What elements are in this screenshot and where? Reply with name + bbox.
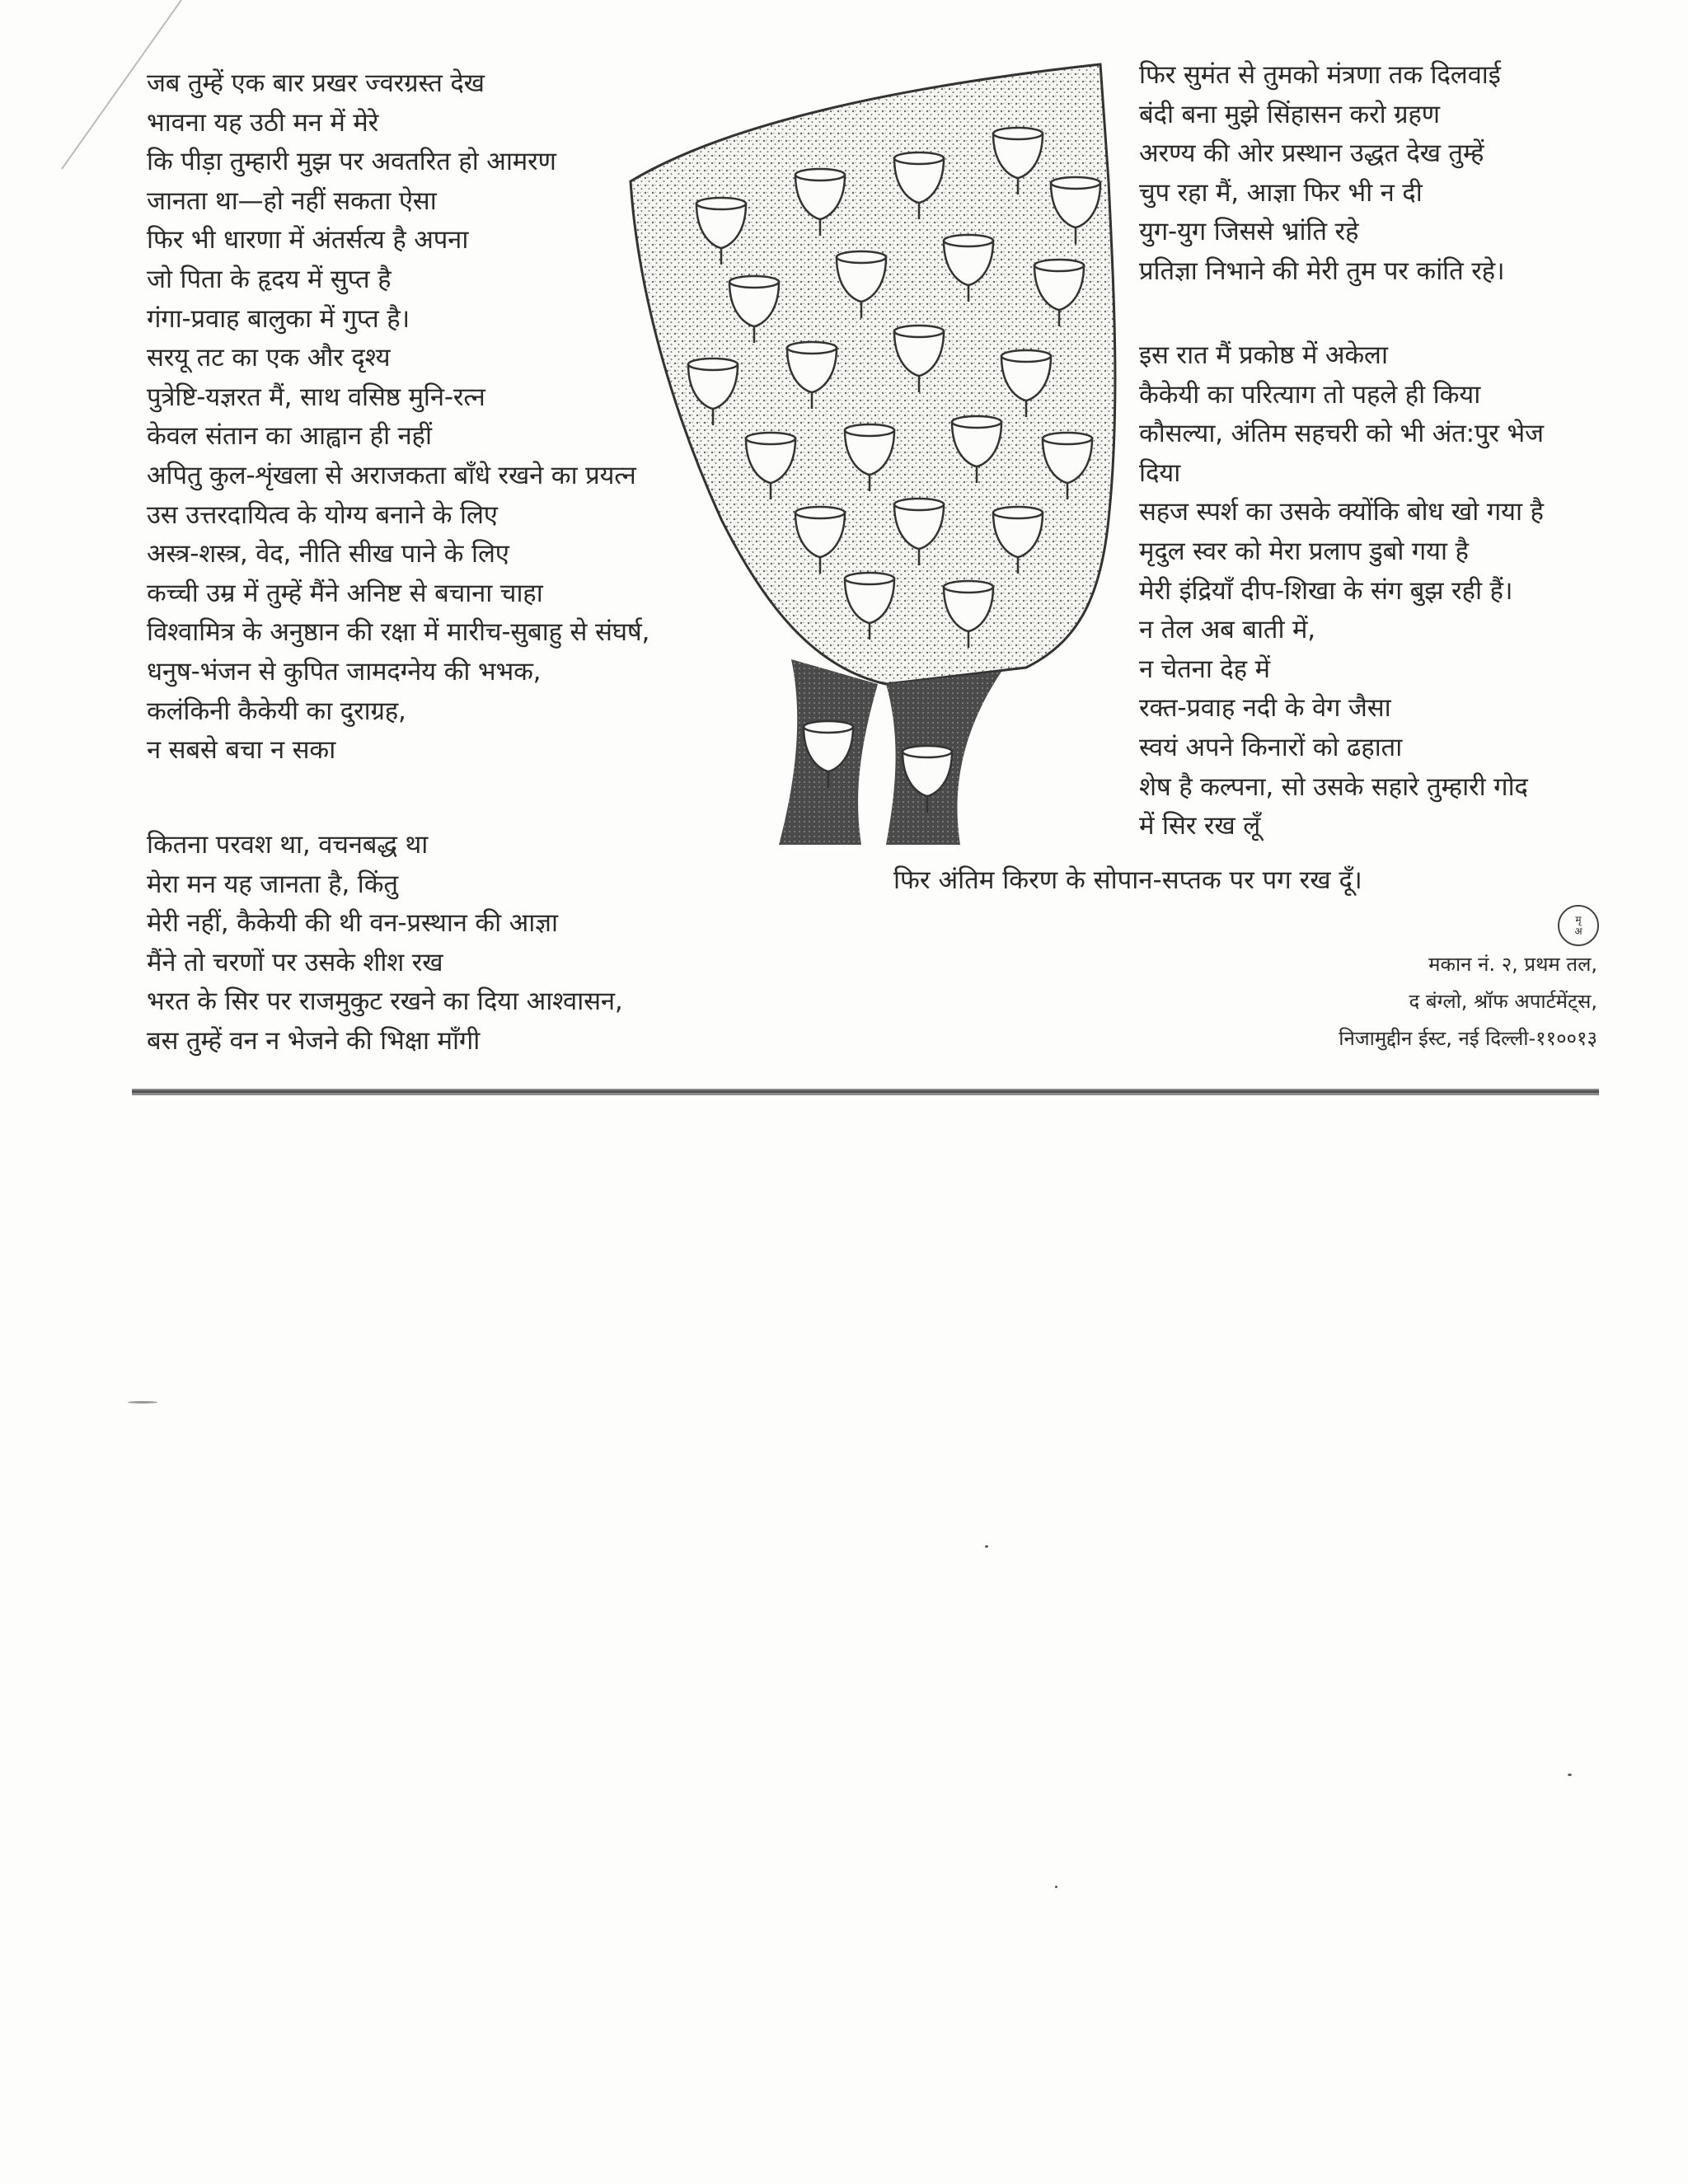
poem-line: उस उत्तरदायित्व के योग्य बनाने के लिए: [147, 499, 498, 530]
address-block: [1339, 946, 1597, 1057]
poem-line: भरत के सिर पर राजमुकुट रखने का दिया आश्वासन,: [147, 987, 623, 1017]
poem-line: चुप रहा मैं, आज्ञा फिर भी न दी: [1139, 177, 1423, 208]
final-line: फिर अंतिम किरण के सोपान-सप्तक पर पग रख दूँ।: [893, 865, 1362, 895]
poem-line: कैकेयी का परित्याग तो पहले ही किया: [1139, 379, 1481, 410]
poem-line: मैंने तो चरणों पर उसके शीश रख: [147, 947, 443, 977]
poem-line: रक्त-प्रवाह नदी के वेग जैसा: [1139, 693, 1391, 724]
poem-line: दिया: [1139, 457, 1181, 488]
poem-line: कि पीड़ा तुम्हारी मुझ पर अवतरित हो आमरण: [147, 147, 556, 177]
poem-line: गंगा-प्रवाह बालुका में गुप्त है।: [147, 303, 410, 334]
poem-line: युग-युग जिससे भ्रांति रहे: [1139, 217, 1359, 247]
goblet-tree-illustration: [614, 58, 1125, 849]
poem-line: केवल संतान का आह्वान ही नहीं: [147, 421, 432, 452]
poem-line: स्वयं अपने किनारों को ढहाता: [1139, 732, 1403, 762]
poem-line: न चेतना देह में: [1139, 654, 1270, 684]
poem-line: कितना परवश था, वचनबद्ध था: [147, 830, 429, 860]
emblem-text: मृ अ: [1574, 914, 1582, 937]
poem-line: विश्वामित्र के अनुष्ठान की रक्षा में मारीच-सुबाहु से संघर्ष,: [147, 617, 650, 648]
stanza-1: [147, 64, 649, 771]
poem-line: मेरी इंद्रियाँ दीप-शिखा के संग बुझ रही हैं।: [1139, 575, 1513, 606]
poem-line: धनुष-भंजन से कुपित जामदग्नेय की भभक,: [147, 656, 542, 687]
poem-line: न तेल अब बाती में,: [1139, 615, 1315, 645]
poem-line: सरयू तट का एक और दृश्य: [147, 343, 391, 373]
poem-line: न सबसे बचा न सका: [147, 735, 336, 766]
poem-line: फिर भी धारणा में अंतर्सत्य है अपना: [147, 225, 469, 255]
scan-speck: [1055, 1886, 1057, 1888]
scan-speck: [1568, 1774, 1572, 1776]
scan-speck: [985, 1545, 988, 1548]
poem-line: कच्ची उम्र में तुम्हें मैंने अनिष्ट से बचाना चाहा: [147, 578, 543, 608]
poet-emblem: [1558, 905, 1599, 946]
poem-line: बंदी बना मुझे सिंहासन करो ग्रहण: [1139, 99, 1440, 129]
poem-line: प्रतिज्ञा निभाने की मेरी तुम पर कांति रहे।: [1139, 255, 1505, 286]
address-line: मकान नं. २, प्रथम तल,: [1428, 953, 1597, 976]
scan-speck: [128, 1401, 157, 1404]
poem-line: फिर सुमंत से तुमको मंत्रणा तक दिलवाई: [1139, 60, 1501, 90]
poem-line: बस तुम्हें वन न भेजने की भिक्षा माँगी: [147, 1025, 481, 1056]
poem-line: भावना यह उठी मन में मेरे: [147, 107, 379, 138]
poem-line: मृदुल स्वर को मेरा प्रलाप डुबो गया है: [1139, 536, 1469, 566]
poem-line: अस्त्र-शस्त्र, वेद, नीति सीख पाने के लिए: [147, 539, 509, 569]
horizontal-rule: [132, 1086, 1599, 1098]
poem-line: जो पिता के हृदय में सुप्त है: [147, 264, 392, 294]
poem-line: अपितु कुल-शृंखला से अराजकता बाँधे रखने का प्रयत्न: [147, 460, 636, 490]
poem-line: कलंकिनी कैकेयी का दुराग्रह,: [147, 696, 406, 726]
stanza-4: [1139, 336, 1544, 846]
poem-line: शेष है कल्पना, सो उसके सहारे तुम्हारी गोद: [1139, 771, 1528, 802]
poem-line: मेरी नहीं, कैकेयी की थी वन-प्रस्थान की आज्ञा: [147, 908, 558, 939]
poem-line: पुत्रेष्टि-यज्ञरत मैं, साथ वसिष्ठ मुनि-रत्न: [147, 382, 485, 412]
poem-line: मेरा मन यह जानता है, किंतु: [147, 869, 398, 899]
poem-line: में सिर रख लूँ: [1139, 811, 1261, 841]
poem-line: जानता था—हो नहीं सकता ऐसा: [147, 185, 437, 216]
poem-line: जब तुम्हें एक बार प्रखर ज्वरग्रस्त देख: [147, 68, 485, 98]
stanza-3: [1139, 56, 1504, 292]
address-line: द बंग्लो, श्रॉफ अपार्टमेंट्स,: [1409, 990, 1597, 1013]
address-line: निजामुद्दीन ईस्ट, नई दिल्ली-११००१३: [1339, 1027, 1597, 1050]
poem-line: कौसल्या, अंतिम सहचरी को भी अंत:पुर भेज: [1139, 419, 1544, 449]
poem-line: इस रात मैं प्रकोष्ठ में अकेला: [1139, 340, 1388, 370]
poem-line: सहज स्पर्श का उसके क्योंकि बोध खो गया है: [1139, 497, 1544, 527]
poem-line: अरण्य की ओर प्रस्थान उद्धत देख तुम्हें: [1139, 138, 1484, 169]
stanza-2: [147, 826, 623, 1062]
